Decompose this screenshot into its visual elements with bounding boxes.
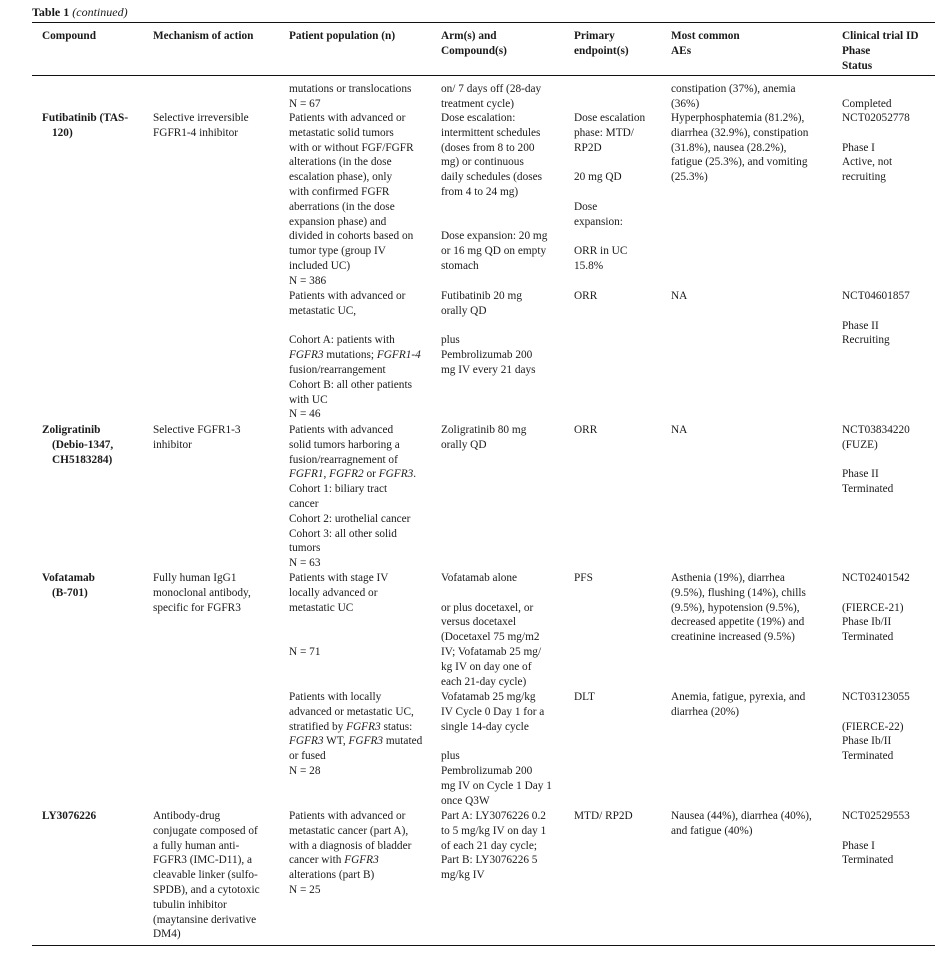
table-bottom-rule xyxy=(32,945,935,946)
table-cell-population xyxy=(289,571,388,660)
cell-line: Most common xyxy=(671,30,740,42)
cell-line: Cohort 2: urothelial cancer xyxy=(289,512,411,525)
cell-line: a fully human anti- xyxy=(153,839,240,852)
column-header-trial-id-phase-status xyxy=(842,29,919,73)
column-header-population xyxy=(289,29,395,44)
cell-line: Terminated xyxy=(842,750,894,763)
cell-line: Futibatinib (TAS- xyxy=(42,112,129,124)
cell-line: mg) or continuous xyxy=(441,156,524,169)
table-cell-adverse-events xyxy=(671,690,805,720)
cell-line: N = 63 xyxy=(289,557,321,570)
cell-line: tumors xyxy=(289,542,321,555)
cell-line: Phase Ib/II xyxy=(842,616,892,629)
cell-line: stratified by FGFR3 status: xyxy=(289,720,413,733)
cell-line xyxy=(574,229,645,244)
cell-line: Vofatamab alone xyxy=(441,572,518,584)
cell-line: orally QD xyxy=(441,438,487,451)
cell-line: N = 46 xyxy=(289,408,321,421)
cell-line: NA xyxy=(671,424,688,436)
cell-line: (FIERCE-22) xyxy=(842,720,904,733)
cell-line xyxy=(574,155,645,170)
cell-line: IV; Vofatamab 25 mg/ xyxy=(441,645,542,658)
cell-line: Phase II xyxy=(842,468,879,481)
cell-line: single 14-day cycle xyxy=(441,720,529,733)
cell-line: escalation phase), only xyxy=(289,171,393,184)
cell-line: Compound xyxy=(42,30,96,42)
table-cell-compound xyxy=(42,111,128,141)
cell-line: cancer with FGFR3 xyxy=(289,854,379,867)
table-cell-mechanism xyxy=(153,571,251,615)
table-cell-trial-id-phase-status xyxy=(842,82,892,112)
cell-line: (doses from 8 to 200 xyxy=(441,141,535,154)
cell-line: N = 67 xyxy=(289,97,321,110)
cell-line: Compound(s) xyxy=(441,44,507,57)
cell-line: Cohort 1: biliary tract xyxy=(289,483,388,496)
cell-line: Status xyxy=(842,59,873,72)
cell-line: ORR in UC xyxy=(574,245,628,258)
table-cell-primary-endpoint xyxy=(574,571,593,586)
cell-line: FGFR1, FGFR2 or FGFR3. xyxy=(289,468,417,481)
table-cell-population xyxy=(289,423,416,571)
table-cell-trial-id-phase-status xyxy=(842,423,910,497)
cell-line: Terminated xyxy=(842,854,894,867)
cell-line: Antibody-drug xyxy=(153,810,221,822)
cell-line xyxy=(842,586,910,601)
cell-line: 120) xyxy=(52,126,73,139)
cell-line: kg IV on day one of xyxy=(441,660,532,673)
cell-line: Primary xyxy=(574,30,615,42)
cell-line: Selective FGFR1-3 xyxy=(153,424,241,436)
table-cell-arms-compounds xyxy=(441,571,541,689)
cell-line: (9.5%), hypotension (9.5%), xyxy=(671,601,800,614)
cell-line: NCT04601857 xyxy=(842,290,910,302)
cell-line: Mechanism of action xyxy=(153,30,254,42)
cell-line: mutations or translocations xyxy=(289,83,412,95)
cell-line: to 5 mg/kg IV on day 1 xyxy=(441,824,547,837)
table-cell-primary-endpoint xyxy=(574,423,597,438)
cell-line xyxy=(441,200,547,215)
cell-line: diarrhea (20%) xyxy=(671,705,740,718)
cell-line: expansion: xyxy=(574,215,623,228)
cell-line: Fully human IgG1 xyxy=(153,572,237,584)
cell-line xyxy=(842,82,892,97)
cell-line: cleavable linker (sulfo- xyxy=(153,869,258,882)
cell-line: DM4) xyxy=(153,928,181,941)
cell-line: N = 71 xyxy=(289,645,321,658)
cell-line: plus xyxy=(441,334,460,347)
cell-line: intermittent schedules xyxy=(441,126,541,139)
cell-line: or 16 mg QD on empty xyxy=(441,245,547,258)
table-cell-population xyxy=(289,82,411,112)
cell-line: Active, not xyxy=(842,156,893,169)
table-cell-primary-endpoint xyxy=(574,111,645,274)
cell-line xyxy=(842,824,910,839)
cell-line: Part B: LY3076226 5 xyxy=(441,854,538,867)
cell-line xyxy=(289,319,421,334)
table-cell-arms-compounds xyxy=(441,289,536,378)
table-label: Table 1 xyxy=(32,5,70,19)
cell-line: metastatic cancer (part A), xyxy=(289,824,409,837)
table-cell-adverse-events xyxy=(671,289,687,304)
cell-line: (B-701) xyxy=(52,586,88,599)
table-cell-arms-compounds xyxy=(441,690,552,808)
cell-line: or fused xyxy=(289,750,326,763)
cell-line: phase: MTD/ xyxy=(574,126,634,139)
table-cell-arms-compounds xyxy=(441,111,547,274)
cell-line: 20 mg QD xyxy=(574,171,622,184)
cell-line: LY3076226 xyxy=(42,810,97,822)
cell-line: Phase II xyxy=(842,319,879,332)
cell-line: N = 25 xyxy=(289,883,321,896)
cell-line: MTD/ RP2D xyxy=(574,810,633,822)
cell-line: 15.8% xyxy=(574,259,604,272)
cell-line: ORR xyxy=(574,290,598,302)
column-header-mechanism xyxy=(153,29,253,44)
cell-line: (25.3%) xyxy=(671,171,708,184)
cell-line: on/ 7 days off (28-day xyxy=(441,83,542,95)
cell-line xyxy=(574,185,645,200)
table-cell-adverse-events xyxy=(671,82,796,112)
cell-line: Patients with advanced or xyxy=(289,810,406,822)
cell-line: endpoint(s) xyxy=(574,44,629,57)
table-cell-primary-endpoint xyxy=(574,809,633,824)
cell-line: inhibitor xyxy=(153,438,192,451)
cell-line: with or without FGF/FGFR xyxy=(289,141,414,154)
cell-line: Patients with locally xyxy=(289,691,382,703)
column-header-arms-compounds xyxy=(441,29,507,59)
cell-line: Phase I xyxy=(842,839,875,852)
cell-line: recruiting xyxy=(842,171,886,184)
table-top-rule xyxy=(32,22,935,23)
cell-line: PFS xyxy=(574,572,593,584)
cell-line: Cohort 3: all other solid xyxy=(289,527,397,540)
cell-line: Cohort B: all other patients xyxy=(289,378,412,391)
cell-line: NCT03123055 xyxy=(842,691,910,703)
cell-line: of each 21 day cycle; xyxy=(441,839,537,852)
cell-line: conjugate composed of xyxy=(153,824,258,837)
cell-line: N = 28 xyxy=(289,764,321,777)
cell-line: Arm(s) and xyxy=(441,30,497,42)
cell-line: Zoligratinib 80 mg xyxy=(441,424,527,436)
cell-line xyxy=(842,304,910,319)
cell-line: N = 386 xyxy=(289,274,327,287)
cell-line: Terminated xyxy=(842,483,894,496)
cell-line: Zoligratinib xyxy=(42,424,101,436)
cell-line: advanced or metastatic UC, xyxy=(289,705,414,718)
cell-line xyxy=(842,126,910,141)
cell-line: NCT02529553 xyxy=(842,810,910,822)
cell-line: (FUZE) xyxy=(842,438,878,451)
cell-line: daily schedules (doses xyxy=(441,171,543,184)
table-cell-trial-id-phase-status xyxy=(842,111,910,185)
cell-line: orally QD xyxy=(441,304,487,317)
table-cell-trial-id-phase-status xyxy=(842,289,910,348)
cell-line: NCT03834220 xyxy=(842,424,910,436)
cell-line: Dose escalation xyxy=(574,112,646,124)
cell-line: Phase I xyxy=(842,141,875,154)
cell-line: decreased appetite (19%) and xyxy=(671,616,805,629)
cell-line: Futibatinib 20 mg xyxy=(441,290,522,302)
cell-line: FGFR1-4 inhibitor xyxy=(153,126,239,139)
cell-line: Dose expansion: 20 mg xyxy=(441,230,548,243)
column-header-adverse-events xyxy=(671,29,740,59)
cell-line: fusion/rearrangement xyxy=(289,363,386,376)
table-cell-mechanism xyxy=(153,111,249,141)
cell-line: mg IV every 21 days xyxy=(441,363,536,376)
cell-line xyxy=(842,705,910,720)
table-cell-arms-compounds xyxy=(441,423,526,453)
cell-line: (31.8%), nausea (28.2%), xyxy=(671,141,787,154)
cell-line: NA xyxy=(671,290,688,302)
cell-line: Phase xyxy=(842,44,871,57)
cell-line: aberrations (in the dose xyxy=(289,200,395,213)
cell-line: Nausea (44%), diarrhea (40%), xyxy=(671,810,812,822)
cell-line xyxy=(441,734,552,749)
cell-line: Cohort A: patients with xyxy=(289,334,395,347)
cell-line xyxy=(289,615,388,630)
cell-line: Clinical trial ID xyxy=(842,30,919,42)
table-cell-arms-compounds xyxy=(441,82,541,112)
cell-line: specific for FGFR3 xyxy=(153,601,241,614)
table-cell-primary-endpoint xyxy=(574,690,595,705)
cell-line: Vofatamab xyxy=(42,572,95,584)
table-caption-suffix: (continued) xyxy=(72,5,128,19)
cell-line: Patients with advanced or xyxy=(289,290,406,302)
cell-line: cancer xyxy=(289,497,319,510)
table-cell-compound xyxy=(42,423,113,467)
cell-line xyxy=(842,453,910,468)
cell-line: Terminated xyxy=(842,631,894,644)
cell-line xyxy=(289,630,388,645)
cell-line: plus xyxy=(441,750,460,763)
cell-line: Selective irreversible xyxy=(153,112,249,124)
header-bottom-rule xyxy=(32,75,935,76)
cell-line: with a diagnosis of bladder xyxy=(289,839,412,852)
table-cell-population xyxy=(289,289,421,422)
cell-line: Patient population (n) xyxy=(289,30,396,42)
cell-line: ORR xyxy=(574,424,598,436)
table-cell-trial-id-phase-status xyxy=(842,571,910,645)
cell-line: included UC) xyxy=(289,259,351,272)
cell-line: IV Cycle 0 Day 1 for a xyxy=(441,705,545,718)
table-cell-population xyxy=(289,111,414,289)
cell-line: SPDB), and a cytotoxic xyxy=(153,883,260,896)
cell-line: alterations (in the dose xyxy=(289,156,392,169)
table-cell-adverse-events xyxy=(671,423,687,438)
cell-line: locally advanced or xyxy=(289,586,378,599)
cell-line: RP2D xyxy=(574,141,602,154)
cell-line: fatigue (25.3%), and vomiting xyxy=(671,156,808,169)
cell-line: DLT xyxy=(574,691,595,703)
cell-line: Pembrolizumab 200 xyxy=(441,764,533,777)
cell-line: solid tumors harboring a xyxy=(289,438,400,451)
cell-line: expansion phase) and xyxy=(289,215,387,228)
cell-line: Dose escalation: xyxy=(441,112,516,124)
cell-line: versus docetaxel xyxy=(441,616,516,629)
table-cell-arms-compounds xyxy=(441,809,546,883)
cell-line: (Debio-1347, xyxy=(52,438,114,451)
cell-line: FGFR3 (IMC-D11), a xyxy=(153,854,253,867)
cell-line: monoclonal antibody, xyxy=(153,586,251,599)
cell-line: (9.5%), flushing (14%), chills xyxy=(671,586,806,599)
cell-line: once Q3W xyxy=(441,794,490,807)
cell-line: mg IV on Cycle 1 Day 1 xyxy=(441,779,552,792)
cell-line: NCT02052778 xyxy=(842,112,910,124)
cell-line: AEs xyxy=(671,44,692,57)
cell-line: Completed xyxy=(842,97,892,110)
cell-line: CH5183284) xyxy=(52,453,113,466)
cell-line: or plus docetaxel, or xyxy=(441,601,534,614)
cell-line: NCT02401542 xyxy=(842,572,910,584)
cell-line: alterations (part B) xyxy=(289,869,375,882)
cell-line: mg/kg IV xyxy=(441,869,485,882)
table-cell-trial-id-phase-status xyxy=(842,809,910,868)
cell-line: stomach xyxy=(441,259,479,272)
cell-line: metastatic UC, xyxy=(289,304,357,317)
cell-line: Hyperphosphatemia (81.2%), xyxy=(671,112,805,124)
cell-line: Vofatamab 25 mg/kg xyxy=(441,691,536,703)
table-cell-adverse-events xyxy=(671,111,808,185)
table-cell-primary-endpoint xyxy=(574,289,597,304)
cell-line: (FIERCE-21) xyxy=(842,601,904,614)
table-cell-population xyxy=(289,690,422,779)
column-header-primary-endpoint xyxy=(574,29,629,59)
table-cell-compound xyxy=(42,571,95,601)
cell-line xyxy=(441,319,536,334)
cell-line: Part A: LY3076226 0.2 xyxy=(441,810,546,822)
cell-line: with UC xyxy=(289,393,328,406)
table-cell-adverse-events xyxy=(671,809,812,839)
cell-line: FGFR3 mutations; FGFR1-4 xyxy=(289,349,421,362)
cell-line: Pembrolizumab 200 xyxy=(441,349,533,362)
cell-line: Dose xyxy=(574,200,598,213)
cell-line: from 4 to 24 mg) xyxy=(441,185,519,198)
table-cell-adverse-events xyxy=(671,571,806,645)
cell-line: metastatic solid tumors xyxy=(289,126,394,139)
table-cell-trial-id-phase-status xyxy=(842,690,910,764)
cell-line: with confirmed FGFR xyxy=(289,185,390,198)
table-cell-mechanism xyxy=(153,423,241,453)
cell-line: fusion/rearragnement of xyxy=(289,453,398,466)
cell-line: Phase Ib/II xyxy=(842,735,892,748)
cell-line: Patients with stage IV xyxy=(289,572,389,584)
cell-line xyxy=(441,215,547,230)
cell-line: and fatigue (40%) xyxy=(671,824,753,837)
cell-line: Asthenia (19%), diarrhea xyxy=(671,572,785,584)
cell-line: treatment cycle) xyxy=(441,97,515,110)
cell-line: tubulin inhibitor xyxy=(153,898,227,911)
cell-line: each 21-day cycle) xyxy=(441,675,527,688)
cell-line: (36%) xyxy=(671,97,700,110)
table-cell-mechanism xyxy=(153,809,260,942)
cell-line: constipation (37%), anemia xyxy=(671,83,796,95)
cell-line: FGFR3 WT, FGFR3 mutated xyxy=(289,735,423,748)
column-header-compound xyxy=(42,29,96,44)
cell-line: Anemia, fatigue, pyrexia, and xyxy=(671,691,806,703)
cell-line: (Docetaxel 75 mg/m2 xyxy=(441,631,540,644)
cell-line xyxy=(441,586,541,601)
table-cell-compound xyxy=(42,809,96,824)
table-caption xyxy=(32,5,128,20)
cell-line: metastatic UC xyxy=(289,601,354,614)
cell-line: creatinine increased (9.5%) xyxy=(671,631,795,644)
cell-line: diarrhea (32.9%), constipation xyxy=(671,126,809,139)
cell-line: Recruiting xyxy=(842,334,890,347)
cell-line: (maytansine derivative xyxy=(153,913,257,926)
cell-line: Patients with advanced xyxy=(289,424,394,436)
cell-line: Patients with advanced or xyxy=(289,112,406,124)
table-cell-population xyxy=(289,809,411,898)
cell-line: tumor type (group IV xyxy=(289,245,386,258)
cell-line: divided in cohorts based on xyxy=(289,230,414,243)
